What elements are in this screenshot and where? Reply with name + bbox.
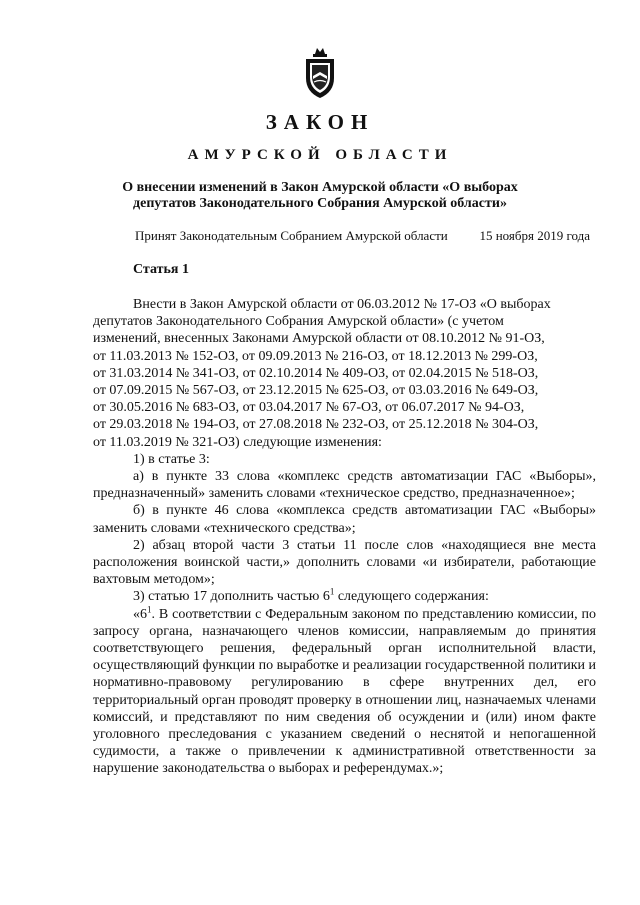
article-intro [93,296,596,451]
document-title: ЗАКОН [265,110,375,134]
item-2: 2) абзац второй части 3 статьи 11 после слов «находящиеся вне места расположения воинской части,» дополнить словами «и избиратели, работающие вахтовым методом»; [93,537,596,588]
item-3 [93,588,596,605]
adopted-by: Принят Законодательным Собранием Амурской области [135,228,448,243]
document-subtitle: О внесении изменений в Закон Амурской области «О выборах депутатов Законодательного Собрания Амурской области» [122,180,518,211]
intro-line: Внести в Закон Амурской области от 06.03.2012 № 17-ОЗ «О выборах [133,297,551,312]
quote-body: . В соответствии с Федеральным законом по представлению комиссии, по запросу органа, назначающего членов комиссии, направляемым до принятия соответствующего решения, федеральный орган исполнительной власти, осуществляющий функции по выработке и реализации государственной политики и нормативно-правовому регулированию в сфере внутренних дел, его территориальный орган проводят проверку в отношении лиц, назначаемых членами комиссий, и представляют по ним сведения об осуждении и (или) ином факте уголовного преследования с указанием сведений о неснятой и непогашенной судимости, а также о привлечении к административной ответственности за нарушение законодательства о выборах и референдумах.»; [93,606,596,777]
item-1b: б) в пункте 46 слова «комплекса средств автоматизации ГАС «Выборы» заменить словами «технического средства»; [93,503,596,536]
item-1: 1) в статье 3: [133,451,210,467]
intro-line: от 30.05.2016 № 683-ОЗ, от 03.04.2017 № 67-ОЗ, от 06.07.2017 № 94-ОЗ, [93,400,525,416]
item-3-text-end: следующего содержания: [334,589,489,605]
coat-of-arms-emblem-icon [298,44,342,100]
intro-line: от 31.03.2014 № 341-ОЗ, от 02.10.2014 № 409-ОЗ, от 02.04.2015 № 518-ОЗ, [93,365,539,381]
intro-line: от 11.03.2013 № 152-ОЗ, от 09.09.2013 № 216-ОЗ, от 18.12.2013 № 299-ОЗ, [93,348,538,364]
article-heading: Статья 1 [133,262,189,277]
item-3-text: 3) статью 17 дополнить частью 6 [133,589,330,605]
quote-open: «6 [133,606,147,622]
intro-line: изменений, внесенных Законами Амурской области от 08.10.2012 № 91-ОЗ, [93,331,545,347]
quoted-paragraph [93,606,596,778]
intro-line: от 07.09.2015 № 567-ОЗ, от 23.12.2015 № 625-ОЗ, от 03.03.2016 № 649-ОЗ, [93,383,539,399]
document-region: АМУРСКОЙ ОБЛАСТИ [187,147,453,163]
item-3-superscript: 1 [329,586,335,597]
quote-superscript: 1 [147,604,152,614]
adopted-date: 15 ноября 2019 года [479,228,590,243]
intro-line: депутатов Законодательного Собрания Амурской области» (с учетом [93,314,504,330]
intro-line: от 11.03.2019 № 321-ОЗ) следующие изменения: [93,434,382,450]
intro-line: от 29.03.2018 № 194-ОЗ, от 27.08.2018 № 232-ОЗ, от 25.12.2018 № 304-ОЗ, [93,417,539,433]
item-1a: а) в пункте 33 слова «комплекс средств автоматизации ГАС «Выборы», предназначенный» заменить словами «техническое средство, предназначенное»; [93,469,596,502]
article-body [93,296,596,778]
